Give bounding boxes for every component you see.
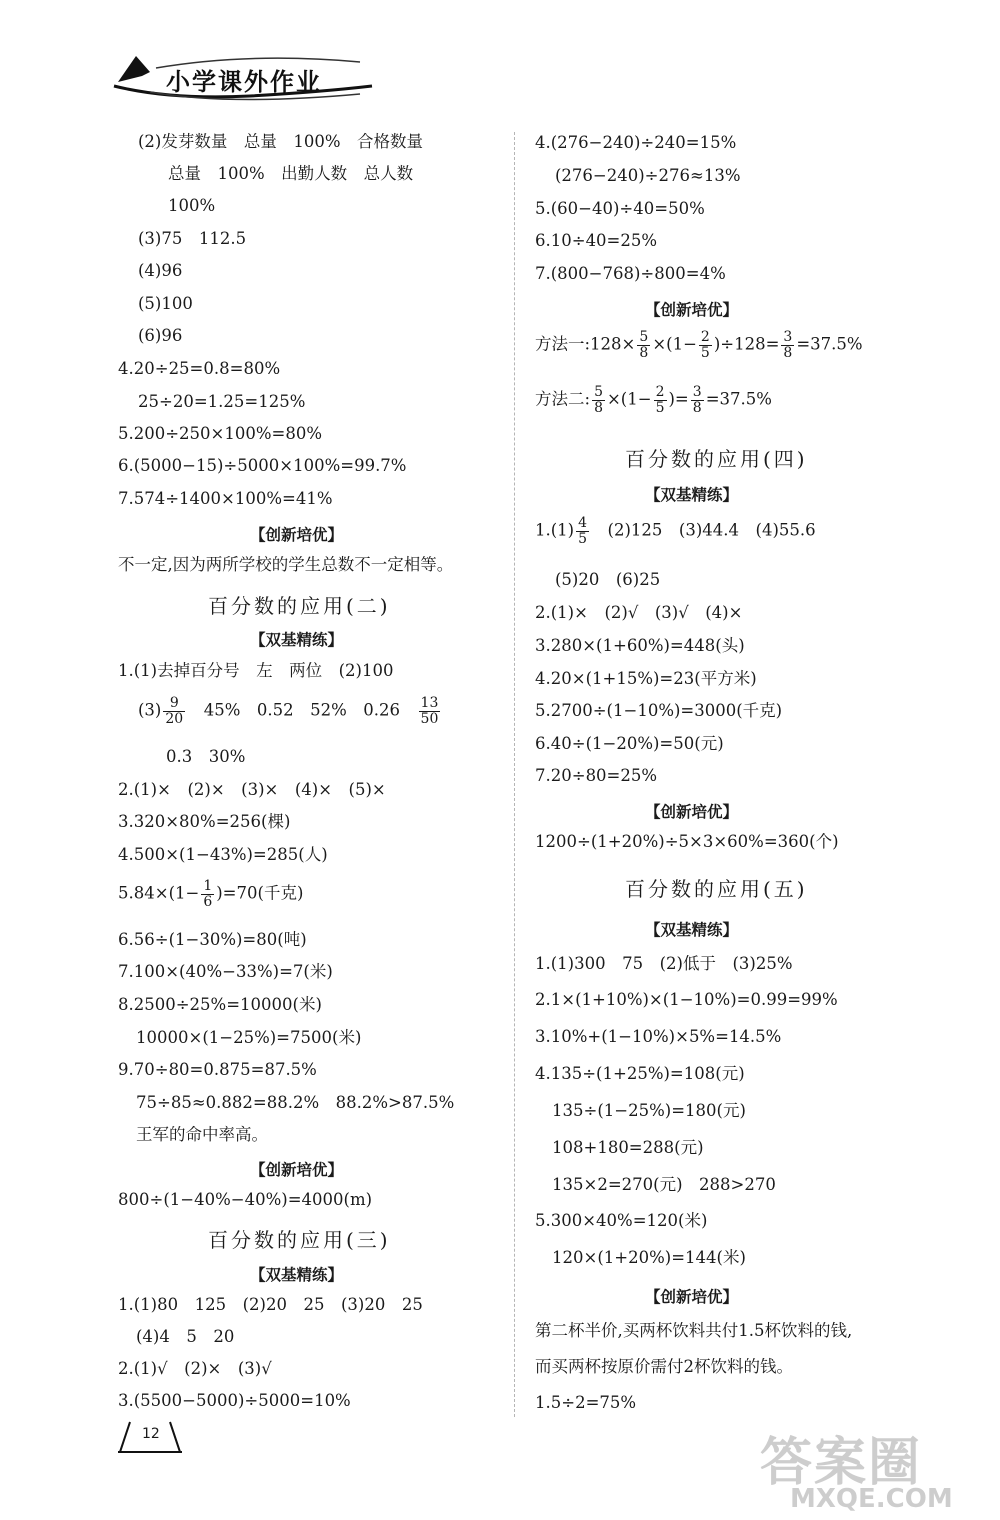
section-title: 百分数的应用(五) [625, 877, 808, 901]
fraction: $\frac{3}{8}$ [783, 329, 793, 361]
answer-line: 800÷(1−40%−40%)=4000(m) [118, 1190, 373, 1209]
header-banner [110, 42, 380, 112]
column-divider [514, 132, 515, 1417]
answer-line: 75÷85≈0.882=88.2% 88.2%>87.5% [136, 1093, 455, 1112]
section-tag: 【创新培优】 [250, 526, 344, 544]
fraction: $\frac{2}{5}$ [655, 384, 665, 416]
answer-line: 1.(1)去掉百分号 左 两位 (2)100 [118, 661, 394, 680]
fraction: $\frac{9}{20}$ [165, 695, 184, 727]
page-number [118, 1418, 182, 1454]
answer-line: 4.20÷25=0.8=80% [118, 359, 281, 378]
answer-line: 9.70÷80=0.875=87.5% [118, 1060, 317, 1079]
answer-line: 2.(1)√ (2)× (3)√ [118, 1359, 272, 1378]
answer-line: 2.(1)× (2)× (3)× (4)× (5)× [118, 780, 386, 799]
answer-line: 第二杯半价,买两杯饮料共付1.5杯饮料的钱, [535, 1321, 853, 1340]
method-two-line: 方法二: $\frac{5}{8}$ ×(1− $\frac{2}{5}$ )= $\frac{3}{8}$ =37.5% [535, 384, 772, 416]
answer-line: 3.320×80%=256(棵) [118, 812, 291, 831]
answer-line: 4.(276−240)÷240=15% [535, 133, 737, 152]
answer-line: 5.2700÷(1−10%)=3000(千克) [535, 701, 783, 720]
section-tag: 【创新培优】 [645, 803, 739, 821]
answer-line: 6.10÷40=25% [535, 231, 658, 250]
fraction: $\frac{5}{8}$ [639, 329, 649, 361]
answer-line: 2.1×(1+10%)×(1−10%)=0.99=99% [535, 990, 838, 1009]
section-tag: 【双基精练】 [250, 1266, 344, 1284]
fraction: $\frac{1}{6}$ [203, 878, 213, 910]
answer-line: 而买两杯按原价需付2杯饮料的钱。 [535, 1357, 793, 1376]
answer-line: 6.40÷(1−20%)=50(元) [535, 734, 724, 753]
answer-line: 7.574÷1400×100%=41% [118, 489, 333, 508]
answer-line-fraction: (3) $\frac{9}{20}$ 45% 0.52 52% 0.26 $\frac{13}{50}$ [138, 695, 439, 727]
answer-line: (5)100 [138, 294, 193, 313]
answer-line-fraction: 5.84×(1− $\frac{1}{6}$ )=70(千克) [118, 878, 304, 910]
section-title: 百分数的应用(三) [208, 1228, 391, 1252]
answer-line: 10000×(1−25%)=7500(米) [136, 1028, 362, 1047]
fraction: $\frac{4}{5}$ [578, 515, 588, 547]
section-tag: 【双基精练】 [645, 486, 739, 504]
answer-line: 3.(5500−5000)÷5000=10% [118, 1391, 351, 1410]
answer-line: 7.100×(40%−33%)=7(米) [118, 962, 333, 981]
answer-line: 5.300×40%=120(米) [535, 1211, 708, 1230]
answer-line: 108+180=288(元) [552, 1138, 704, 1157]
answer-line-fraction: 1.(1) $\frac{4}{5}$ (2)125 (3)44.4 (4)55.6 [535, 515, 816, 547]
fraction: $\frac{5}{8}$ [594, 384, 603, 416]
answer-line: (5)20 (6)25 [555, 570, 661, 589]
answer-line: 3.10%+(1−10%)×5%=14.5% [535, 1027, 782, 1046]
fraction: $\frac{13}{50}$ [420, 695, 439, 727]
section-title: 百分数的应用(四) [625, 447, 808, 471]
section-title: 百分数的应用(二) [208, 594, 391, 618]
answer-line: (6)96 [138, 326, 183, 345]
answer-line: 0.3 30% [166, 747, 246, 766]
answer-line: 4.135÷(1+25%)=108(元) [535, 1064, 745, 1083]
section-tag: 【双基精练】 [645, 921, 739, 939]
answer-line: (4)96 [138, 261, 183, 280]
header-title: 小学课外作业 [166, 68, 322, 96]
fraction: $\frac{2}{5}$ [700, 329, 710, 361]
answer-line: (3)75 112.5 [138, 229, 247, 248]
answer-line: 1200÷(1+20%)÷5×3×60%=360(个) [535, 832, 839, 851]
answer-line: 5.200÷250×100%=80% [118, 424, 323, 443]
watermark-logo: 答案圈 [760, 1433, 923, 1493]
fraction: $\frac{3}{8}$ [692, 384, 702, 416]
watermark-url: MXQE.COM [790, 1484, 953, 1514]
answer-line: 6.56÷(1−30%)=80(吨) [118, 930, 307, 949]
answer-line: 8.2500÷25%=10000(米) [118, 995, 322, 1014]
answer-line: 7.(800−768)÷800=4% [535, 264, 726, 283]
answer-line: 1.5÷2=75% [535, 1393, 637, 1412]
section-tag: 【双基精练】 [250, 631, 344, 649]
section-tag: 【创新培优】 [645, 1288, 739, 1306]
answer-line: 120×(1+20%)=144(米) [552, 1248, 746, 1267]
answer-line: 4.500×(1−43%)=285(人) [118, 845, 328, 864]
answer-line: 1.(1)80 125 (2)20 25 (3)20 25 [118, 1295, 423, 1314]
answer-line: 总量 100% 出勤人数 总人数 [168, 164, 414, 183]
answer-line: 100% [168, 196, 216, 215]
answer-line: 1.(1)300 75 (2)低于 (3)25% [535, 954, 793, 973]
method-one-line: 方法一:128× $\frac{5}{8}$ ×(1− $\frac{2}{5}$ )÷128= $\frac{3}{8}$ =37.5% [535, 329, 863, 361]
answer-line: 6.(5000−15)÷5000×100%=99.7% [118, 456, 407, 475]
answer-line: 135×2=270(元) 288>270 [552, 1175, 776, 1194]
answer-line: (276−240)÷276≈13% [555, 166, 741, 185]
page-number-text: 12 [142, 1426, 160, 1442]
answer-line: 25÷20=1.25=125% [138, 392, 306, 411]
watermark [760, 1420, 990, 1520]
section-tag: 【创新培优】 [645, 301, 739, 319]
answer-line: 王军的命中率高。 [136, 1125, 268, 1144]
answer-line: 135÷(1−25%)=180(元) [552, 1101, 746, 1120]
answer-line: (4)4 5 20 [136, 1327, 235, 1346]
answer-line: (2)发芽数量 总量 100% 合格数量 [138, 132, 424, 151]
answer-line: 2.(1)× (2)√ (3)√ (4)× [535, 603, 743, 622]
section-tag: 【创新培优】 [250, 1161, 344, 1179]
answer-line: 3.280×(1+60%)=448(头) [535, 636, 745, 655]
answer-line: 4.20×(1+15%)=23(平方米) [535, 669, 757, 688]
answer-line: 7.20÷80=25% [535, 766, 658, 785]
answer-line: 不一定,因为两所学校的学生总数不一定相等。 [118, 555, 454, 574]
answer-line: 5.(60−40)÷40=50% [535, 199, 705, 218]
